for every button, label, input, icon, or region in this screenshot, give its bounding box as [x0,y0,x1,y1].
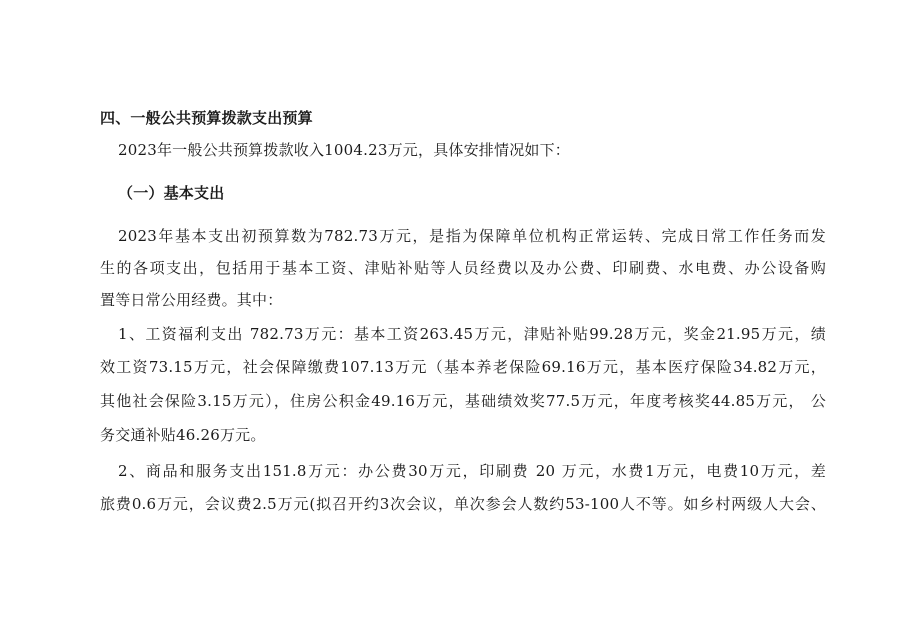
paragraph-line: 旅费0.6万元，会议费2.5万元(拟召开约3次会议，单次参会人数约53-100人不等。如乡村两级人大会、 [100,495,826,513]
intro-paragraph: 2023年一般公共预算拨款收入1004.23万元，具体安排情况如下： [118,141,571,159]
subsection-heading: （一）基本支出 [118,184,225,202]
paragraph-line: 2、商品和服务支出151.8万元：办公费30万元，印刷费 20 万元，水费1万元，电费10万元，差 [118,462,826,480]
paragraph-line: 务交通补贴46.26万元。 [100,426,266,444]
section-heading: 四、一般公共预算拨款支出预算 [100,109,313,127]
paragraph-line: 2023年基本支出初预算数为782.73万元，是指为保障单位机构正常运转、完成日常工作任务而发 [118,227,826,245]
paragraph-line: 1、工资福利支出 782.73万元：基本工资263.45万元，津贴补贴99.28万元，奖金21.95万元，绩 [118,325,826,343]
paragraph-line: 其他社会保险3.15万元），住房公积金49.16万元，基础绩效奖77.5万元，年度考核奖44.85万元， 公 [100,392,826,410]
paragraph-line: 置等日常公用经费。其中： [100,291,283,309]
paragraph-line: 生的各项支出，包括用于基本工资、津贴补贴等人员经费以及办公费、印刷费、水电费、办公设备购 [100,259,826,277]
paragraph-line: 效工资73.15万元，社会保障缴费107.13万元（基本养老保险69.16万元，基本医疗保险34.82万元， [100,358,826,376]
